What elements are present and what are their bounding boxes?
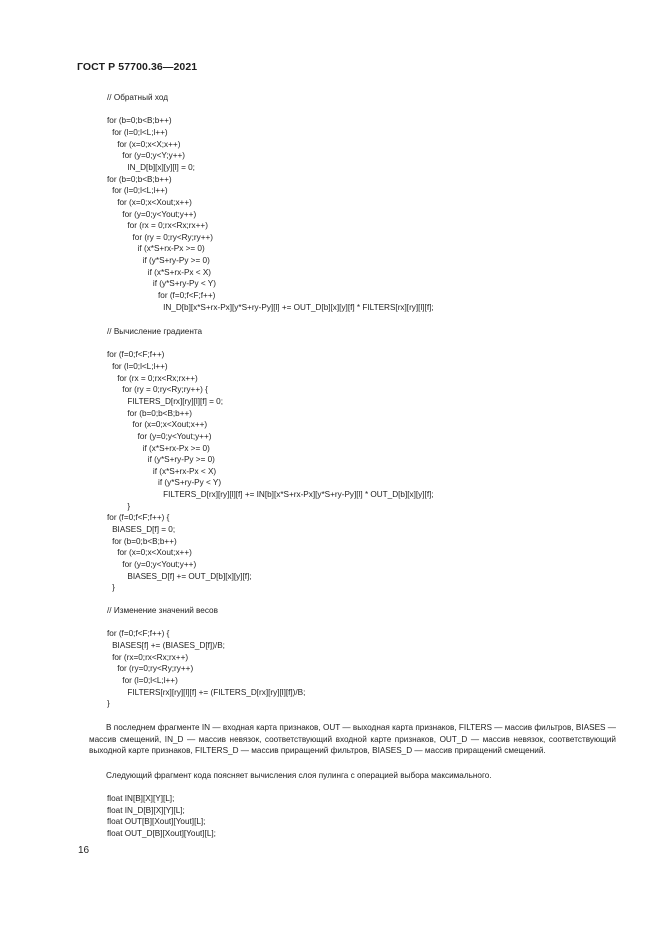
code-line: if (x*S+rx-Px < X) <box>147 267 212 277</box>
code-line: for (x=0;x<Xout;x++) <box>117 548 192 558</box>
code-line: // Изменение значений весов <box>107 606 218 615</box>
code-line: IN_D[b][x][y][l] = 0; <box>127 162 195 172</box>
code-line: if (y*S+ry-Py >= 0) <box>147 455 215 465</box>
code-line: for (x=0;x<Xout;x++) <box>132 420 208 430</box>
declaration-line: float OUT_D[B][Xout][Yout][L]; <box>107 828 216 838</box>
code-line: if (x*S+rx-Px < X) <box>152 466 217 476</box>
code-line: for (b=0;b<B;b++) <box>107 174 172 184</box>
code-line: if (y*S+ry-Py < Y) <box>152 279 216 289</box>
declaration-line: float OUT[B][Xout][Yout][L]; <box>107 817 206 827</box>
code-line: for (b=0;b<B;b++) <box>107 116 172 126</box>
code-line: if (y*S+ry-Py < Y) <box>158 478 222 488</box>
code-line: for (l=0;l<L;l++) <box>112 361 168 371</box>
code-line: // Вычисление градиента <box>107 327 203 336</box>
code-line: } <box>107 699 110 709</box>
paragraph-pooling-intro: Следующий фрагмент кода поясняет вычисления слоя пулинга с операцией выбора максимального. <box>106 771 492 780</box>
code-line: } <box>112 583 115 593</box>
code-line: FILTERS_D[rx][ry][l][f] = 0; <box>127 396 224 406</box>
code-line: for (f=0;f<F;f++) <box>107 350 165 360</box>
code-line: } <box>127 501 131 511</box>
paragraph-definitions: В последнем фрагменте IN — входная карта признаков, OUT — выходная карта признаков, FILTERS — массив фильтров, BIASES — массив смещений, IN_D — массив невязок, соответствующий входной карте признаков, OUT_D — массив невязок, соответствующий выходной карте признаков, FILTERS_D — массив приращений фильтров, BIASES_D — массив приращений смещений. <box>89 723 616 756</box>
code-line: for (rx = 0;rx<Rx;rx++) <box>117 373 198 383</box>
code-line: BIASES_D[f] += OUT_D[b][x][y][f]; <box>127 571 252 581</box>
code-line: for (x=0;x<X;x++) <box>117 139 181 149</box>
code-line: for (f=0;f<F;f++) { <box>107 629 170 639</box>
code-line: for (l=0;l<L;l++) <box>112 127 168 137</box>
code-line: IN_D[b][x*S+rx-Px][y*S+ry-Py][l] += OUT_D[b][x][y][f] * FILTERS[rx][ry][l][f]; <box>163 302 434 312</box>
code-line: for (ry=0;ry<Ry;ry++) <box>117 664 194 674</box>
code-line: for (b=0;b<B;b++) <box>127 408 193 418</box>
code-line: for (y=0;y<Yout;y++) <box>122 560 197 569</box>
code-line: for (rx=0;rx<Rx;rx++) <box>112 652 189 662</box>
code-line: BIASES_D[f] = 0; <box>112 525 176 535</box>
code-line: for (b=0;b<B;b++) <box>112 536 177 546</box>
code-line: for (l=0;l<L;l++) <box>122 675 178 685</box>
code-line: for (y=0;y<Yout;y++) <box>122 209 197 219</box>
code-line: for (l=0;l<L;l++) <box>112 186 168 196</box>
declaration-line: float IN_D[B][X][Y][L]; <box>107 805 185 815</box>
code-line: if (x*S+rx-Px >= 0) <box>137 244 205 254</box>
code-line: for (rx = 0;rx<Rx;rx++) <box>127 221 208 231</box>
page-number: 16 <box>78 845 90 856</box>
code-line: for (ry = 0;ry<Ry;ry++) <box>132 232 214 242</box>
code-line: BIASES[f] += (BIASES_D[f])/B; <box>112 640 225 650</box>
code-line: if (y*S+ry-Py >= 0) <box>142 256 210 266</box>
code-line: for (ry = 0;ry<Ry;ry++) { <box>122 385 208 395</box>
code-line: for (y=0;y<Yout;y++) <box>137 431 212 441</box>
code-line: FILTERS[rx][ry][l][f] += (FILTERS_D[rx][ry][l][f])/B; <box>127 687 306 697</box>
code-line: // Обратный ход <box>107 93 168 102</box>
code-line: if (x*S+rx-Px >= 0) <box>142 443 210 453</box>
code-line: for (f=0;f<F;f++) <box>158 291 216 301</box>
declaration-line: float IN[B][X][Y][L]; <box>107 794 175 803</box>
code-line: for (f=0;f<F;f++) { <box>107 513 170 523</box>
code-line: FILTERS_D[rx][ry][l][f] += IN[b][x*S+rx-Px][y*S+ry-Py][l] * OUT_D[b][x][y][f]; <box>163 490 434 500</box>
code-line: for (y=0;y<Y;y++) <box>122 151 186 161</box>
document-header: ГОСТ Р 57700.36—2021 <box>77 61 198 73</box>
code-line: for (x=0;x<Xout;x++) <box>117 197 192 207</box>
